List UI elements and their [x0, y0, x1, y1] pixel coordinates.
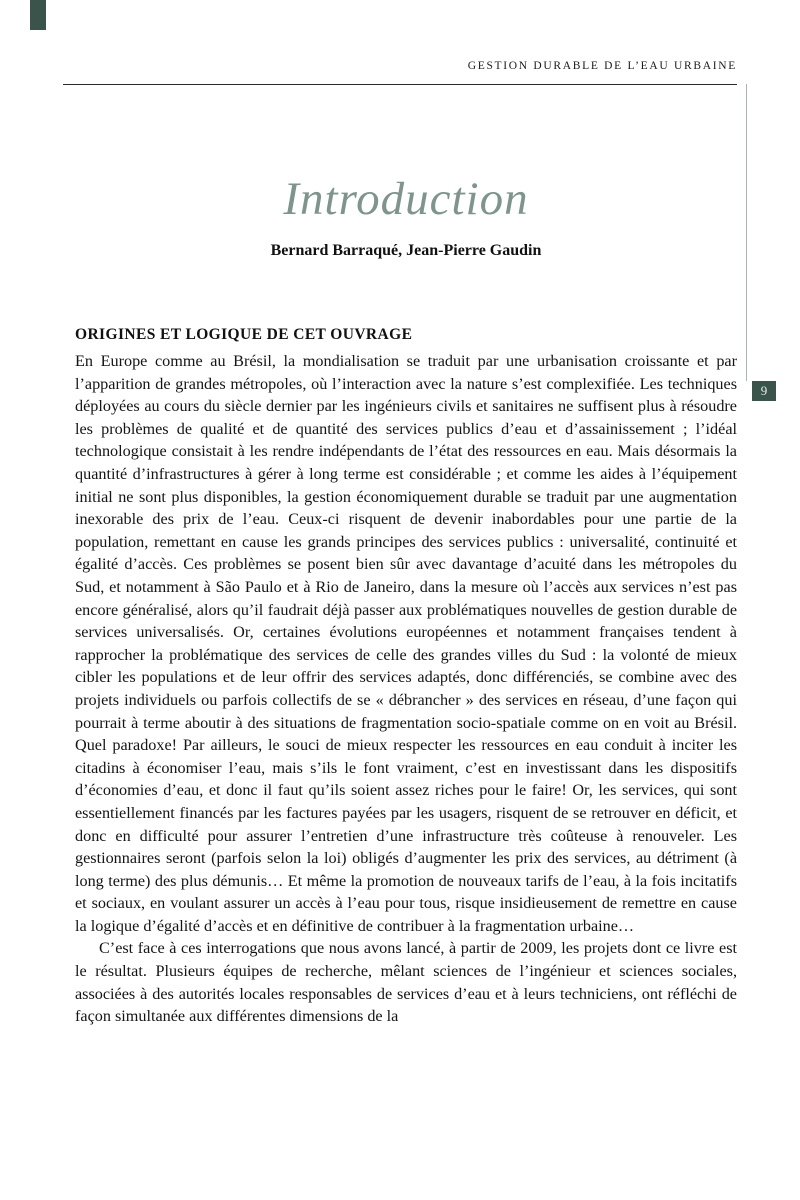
paragraph: C’est face à ces interrogations que nous avons lancé, à partir de 2009, les projets dont ce livre est le résultat. Plusieurs équipes de recherche, mêlant sciences de l’ingénieur et sciences sociales, associées à des autorités locales responsables de services d’eau et à leurs techniciens, ont réfléchi de façon simultanée aux différentes dimensions de la [75, 939, 737, 1026]
chapter-title: Introduction [283, 173, 529, 225]
paragraph: En Europe comme au Brésil, la mondialisation se traduit par une urbanisation croissante et par l’apparition de grandes métropoles, où l’interaction avec la nature s’est complexifiée. Les techniques déployées au cours du siècle dernier par les ingénieurs civils et sanitaires ne suffisent plus à résoudre les problèmes de qualité et de quantité des services publics d’eau et d’assainissement ; l’idéal technologique consistait à les rendre indépendants de l’état des ressources en eau. Mais désormais la quantité d’infrastructures à gérer à long terme est considérable ; et comme les aides à l’équipement initial ne sont plus disponibles, la gestion économiquement durable se traduit par une augmentation inexorable des prix de l’eau. Ceux-ci risquent de devenir inabordables pour une partie de la population, remettant en cause les grands principes des services publics : universalité, continuité et égalité d’accès. Ces problèmes se posent bien sûr avec davantage d’acuité dans les métropoles du Sud, et notamment à São Paulo et à Rio de Janeiro, dans la mesure où l’accès aux services n’est pas encore généralisé, alors qu’il faudrait déjà passer aux problématiques nouvelles de gestion durable de services universalisés. Or, certaines évolutions européennes et notamment françaises tendent à rapprocher la problématique des services de celle des grandes villes du Sud : la volonté de mieux cibler les populations et de leur offrir des services adaptés, donc différenciés, se combine avec des projets individuels ou parfois collectifs de se « débrancher » des services en réseau, d’une façon qui pourrait à terme aboutir à des situations de fragmentation socio-spatiale comme on en voit au Brésil. Quel paradoxe! Par ailleurs, le souci de mieux respecter les ressources en eau conduit à inciter les citadins à économiser l’eau, mais s’ils le font vraiment, c’est en investissant dans les dispositifs d’économies d’eau, et donc il faut qu’ils soient assez riches pour le faire! Or, les services, qui sont essentiellement financés par les factures payées par les usagers, risquent de se retrouver en déficit, et donc en difficulté pour assurer l’entretien d’une infrastructure très coûteuse à renouveler. Les gestionnaires seront (parfois selon la loi) obligés d’augmenter les prix des services, au détriment (à long terme) des plus démunis… Et même la promotion de nouveaux tarifs de l’eau, à la fois incitatifs et sociaux, en voulant assurer un accès à l’eau pour tous, risque insidieusement de remettre en cause la logique d’égalité d’accès et en définitive de contribuer à la fragmentation urbaine… [75, 352, 737, 935]
running-head: GESTION DURABLE DE L’EAU URBAINE [467, 60, 737, 72]
section-heading: ORIGINES ET LOGIQUE DE CET OUVRAGE [75, 326, 413, 344]
page-content [75, 0, 737, 1028]
corner-tab-marker [30, 0, 46, 30]
right-margin-rule [746, 84, 747, 381]
authors-line: Bernard Barraqué, Jean-Pierre Gaudin [270, 242, 542, 260]
page-number-badge: 9 [752, 381, 776, 401]
